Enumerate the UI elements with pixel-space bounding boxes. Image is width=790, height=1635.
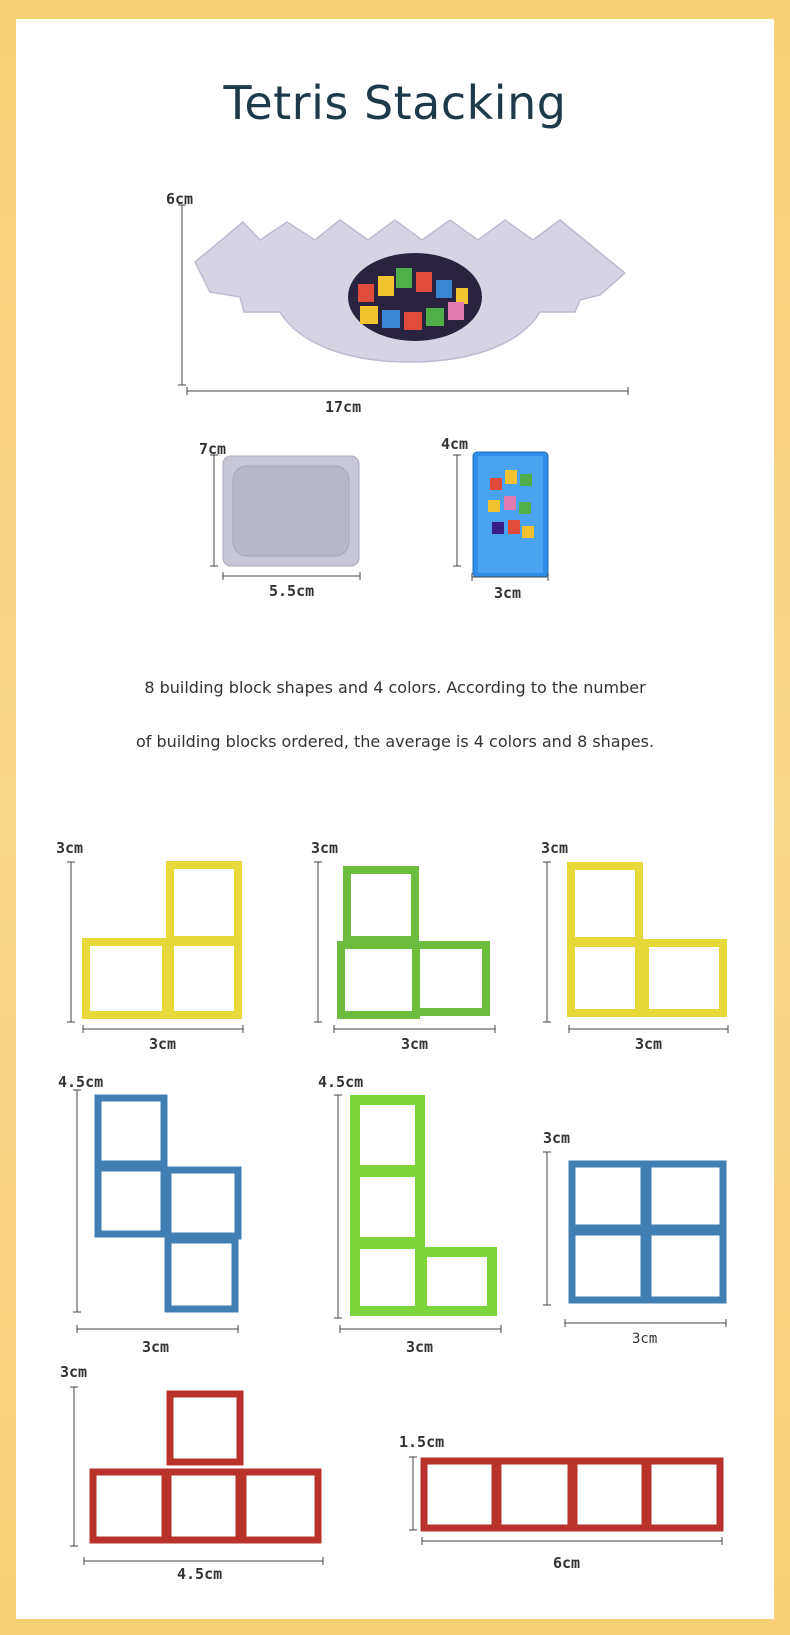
blue-o-block bbox=[572, 1164, 723, 1300]
card-width-label: 3cm bbox=[494, 584, 522, 602]
yellow-j-width-label: 3cm bbox=[149, 1035, 177, 1053]
yellow-j-height-label: 3cm bbox=[56, 839, 84, 857]
green-l-block bbox=[355, 1100, 492, 1311]
tetra-tower-logo bbox=[348, 253, 482, 341]
blue-o-height-label: 3cm bbox=[543, 1129, 571, 1147]
blue-s-width-label: 3cm bbox=[142, 1338, 170, 1356]
yellow-l-height-label: 3cm bbox=[541, 839, 569, 857]
stacking-tray bbox=[223, 456, 359, 566]
tray-width-label: 5.5cm bbox=[269, 582, 315, 600]
yellow-j-dimension-lines bbox=[67, 862, 243, 1033]
page-title: Tetris Stacking bbox=[223, 76, 567, 130]
blue-o-width-label: 3cm bbox=[632, 1331, 658, 1347]
base-width-label: 17cm bbox=[325, 398, 362, 416]
yellow-l-block bbox=[571, 866, 723, 1013]
green-t-height-label: 3cm bbox=[311, 839, 339, 857]
description-line-1: 8 building block shapes and 4 colors. According to the number bbox=[144, 678, 646, 697]
red-t-width-label: 4.5cm bbox=[177, 1565, 223, 1583]
red-i-height-label: 1.5cm bbox=[399, 1433, 445, 1451]
red-i-width-label: 6cm bbox=[553, 1554, 581, 1572]
green-l-width-label: 3cm bbox=[406, 1338, 434, 1356]
red-t-height-label: 3cm bbox=[60, 1363, 88, 1381]
red-i-dimension-lines bbox=[409, 1457, 722, 1545]
red-t-block bbox=[93, 1394, 318, 1540]
balance-base bbox=[195, 220, 625, 362]
base-height-label: 6cm bbox=[166, 190, 194, 208]
blue-s-block bbox=[98, 1098, 238, 1309]
green-t-block bbox=[341, 870, 486, 1015]
instruction-card bbox=[473, 452, 548, 577]
yellow-j-block bbox=[86, 865, 238, 1015]
green-l-height-label: 4.5cm bbox=[318, 1073, 364, 1091]
tray-height-label: 7cm bbox=[199, 440, 227, 458]
description-line-2: of building blocks ordered, the average is 4 colors and 8 shapes. bbox=[135, 732, 655, 751]
yellow-l-width-label: 3cm bbox=[635, 1035, 663, 1053]
blue-s-height-label: 4.5cm bbox=[58, 1073, 104, 1091]
red-i-block bbox=[424, 1461, 720, 1528]
card-height-label: 4cm bbox=[441, 435, 469, 453]
green-t-width-label: 3cm bbox=[401, 1035, 429, 1053]
